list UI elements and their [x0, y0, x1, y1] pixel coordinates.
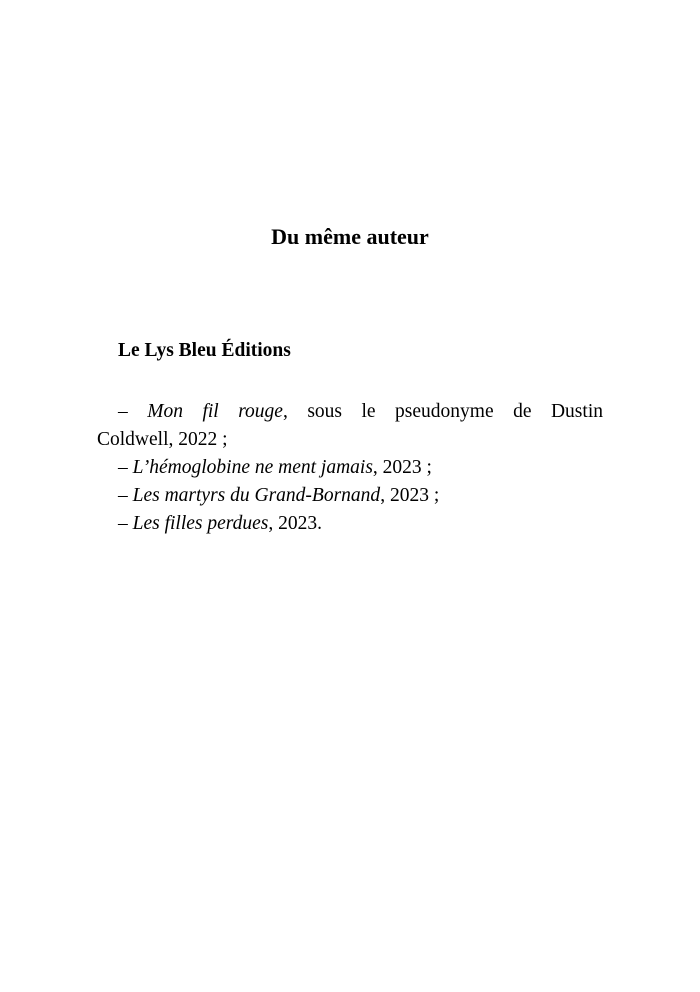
book-item — [97, 454, 603, 482]
book-details: , 2023. — [268, 513, 323, 534]
dash: – — [118, 485, 133, 506]
book-title: L’hémoglobine ne ment jamais — [132, 457, 373, 478]
book-title: Mon fil rouge — [147, 401, 283, 422]
dash: – — [118, 513, 133, 534]
dash: – — [118, 457, 133, 478]
page-title: Du même auteur — [271, 224, 429, 249]
book-item — [97, 398, 603, 426]
publisher-heading: Le Lys Bleu Éditions — [118, 340, 291, 361]
book-item — [97, 482, 603, 510]
book-title: Les filles perdues — [132, 513, 269, 534]
dash: – — [118, 401, 148, 422]
book-details: , 2023 ; — [380, 485, 440, 506]
book-title: Les martyrs du Grand-Bornand — [132, 485, 381, 506]
book-item-continuation: Coldwell, 2022 ; — [97, 429, 228, 450]
book-list — [97, 398, 603, 538]
book-item — [97, 510, 603, 538]
book-details: , 2023 ; — [372, 457, 432, 478]
book-details: , sous le pseudonyme de Dustin — [282, 401, 603, 422]
